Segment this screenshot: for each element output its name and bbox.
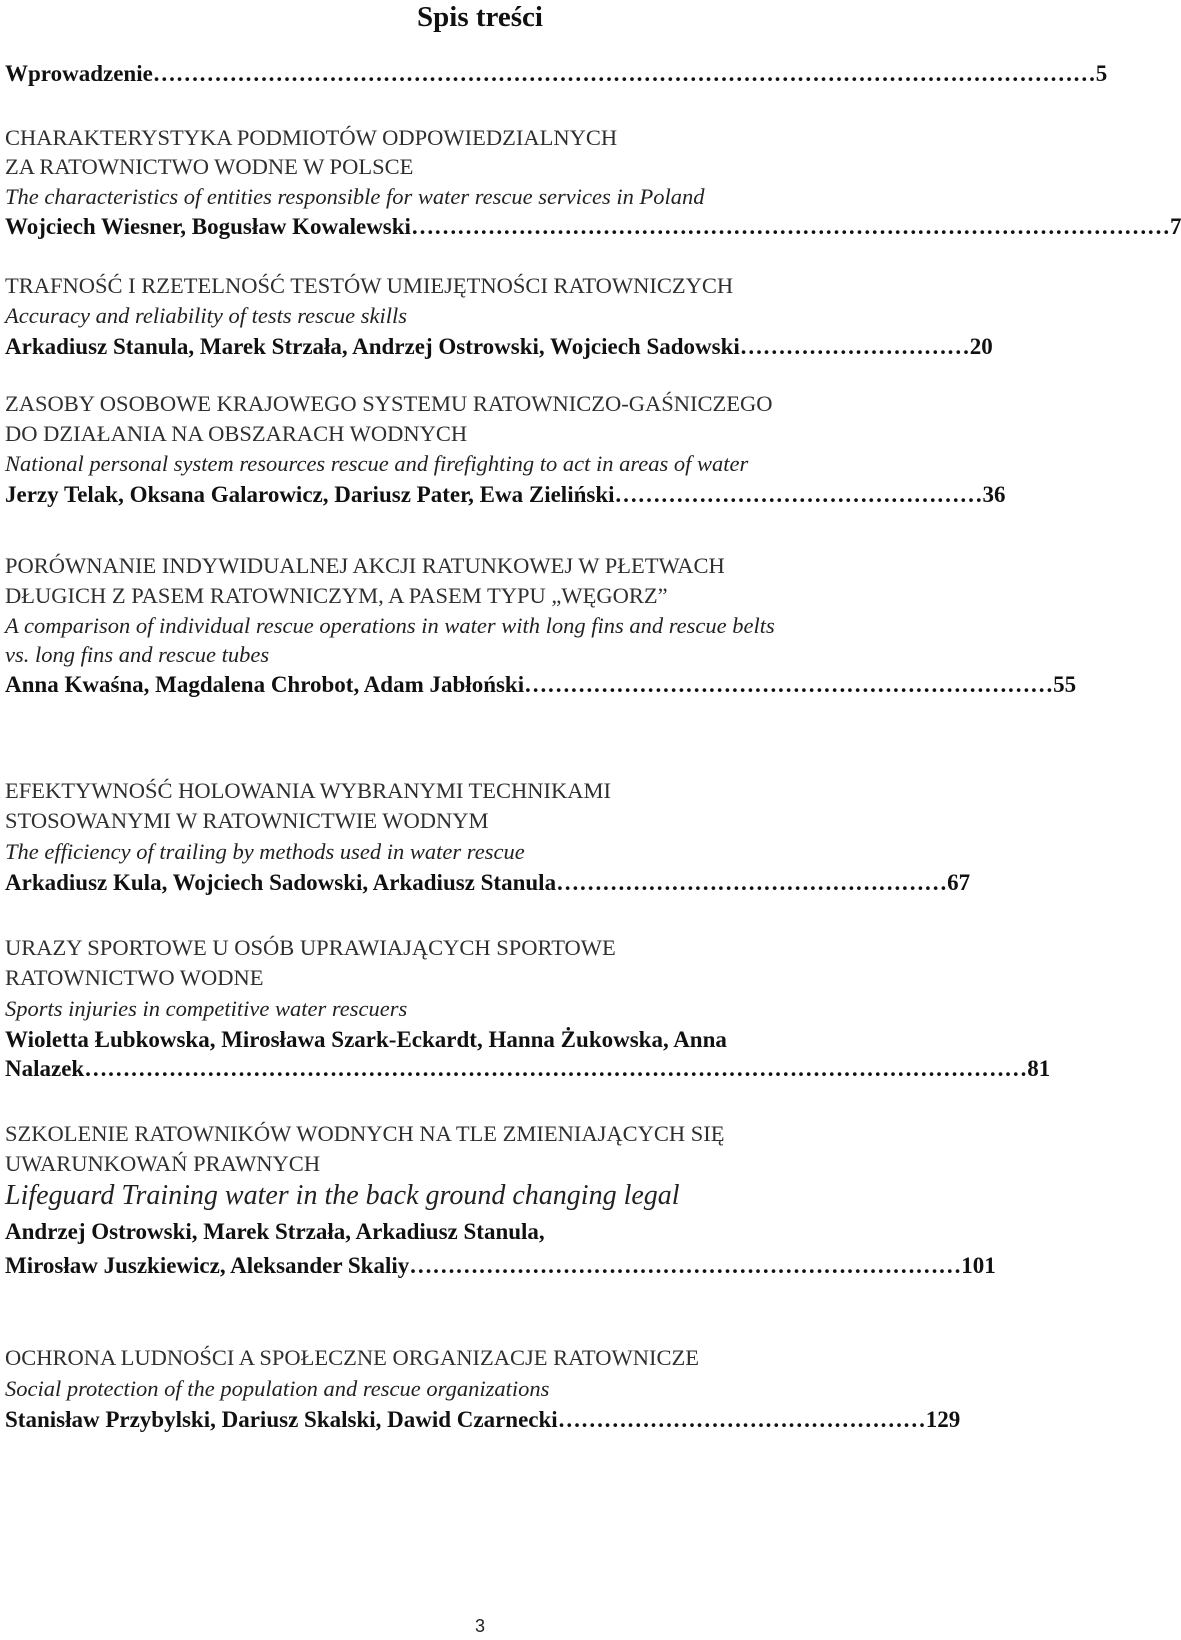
toc-page-number: 36 bbox=[982, 482, 1006, 507]
toc-entry-authors: Stanisław Przybylski, Dariusz Skalski, Dawid Czarnecki bbox=[5, 1407, 558, 1432]
toc-entry-title-en: Accuracy and reliability of tests rescue skills bbox=[5, 303, 407, 328]
toc-entry-title-en: The characteristics of entities responsible for water rescue services in Poland bbox=[5, 184, 705, 209]
toc-entry-authors: Anna Kwaśna, Magdalena Chrobot, Adam Jabłoński bbox=[5, 672, 525, 697]
toc-entry-authors-line[interactable] bbox=[5, 1055, 1051, 1083]
toc-entry-authors-line bbox=[5, 1218, 948, 1246]
toc-entry-title-en: Social protection of the population and rescue organizations bbox=[5, 1376, 550, 1401]
page-title: Spis treści bbox=[417, 1, 543, 33]
toc-leader-dots: …………………………………………………………… bbox=[524, 672, 1054, 697]
toc-leader-dots: ……………………………………………………………………………………… bbox=[410, 214, 1170, 239]
toc-entry-authors-line[interactable] bbox=[5, 1406, 961, 1434]
toc-entry-authors-line[interactable] bbox=[5, 213, 1181, 241]
toc-leader-dots: …………………………………………… bbox=[556, 870, 948, 895]
toc-entry-authors-line[interactable] bbox=[5, 869, 971, 897]
toc-entry-title-pl: CHARAKTERYSTYKA PODMIOTÓW ODPOWIEDZIALNYCH bbox=[5, 125, 618, 150]
toc-page-number: 67 bbox=[947, 870, 971, 895]
toc-entry-authors: Andrzej Ostrowski, Marek Strzała, Arkadiusz Stanula, bbox=[5, 1219, 545, 1244]
toc-entry-authors: Wojciech Wiesner, Bogusław Kowalewski bbox=[5, 214, 411, 239]
toc-entry-authors: Mirosław Juszkiewicz, Aleksander Skaliy bbox=[5, 1253, 410, 1278]
toc-page-number: 20 bbox=[969, 334, 993, 359]
toc-entry-title-en: National personal system resources rescue and firefighting to act in areas of water bbox=[5, 451, 749, 476]
toc-leader-dots: …………………………………………………………………………………………………………… bbox=[84, 1056, 1028, 1081]
toc-page-number: 101 bbox=[961, 1253, 996, 1278]
toc-entry-authors: Jerzy Telak, Oksana Galarowicz, Dariusz Pater, Ewa Zieliński bbox=[5, 482, 615, 507]
toc-entry-title-pl: TRAFNOŚĆ I RZETELNOŚĆ TESTÓW UMIEJĘTNOŚCI RATOWNICZYCH bbox=[5, 273, 734, 298]
toc-entry-title-pl: RATOWNICTWO WODNE bbox=[5, 965, 264, 990]
page-number: 3 bbox=[474, 1616, 485, 1636]
toc-entry-title-pl: EFEKTYWNOŚĆ HOLOWANIA WYBRANYMI TECHNIKAMI bbox=[5, 778, 612, 803]
toc-entry-authors-line[interactable] bbox=[5, 1252, 996, 1280]
toc-entry-authors-line[interactable] bbox=[5, 671, 1077, 699]
toc-entry-authors-line[interactable] bbox=[5, 481, 1006, 509]
toc-entry-title-pl: UWARUNKOWAŃ PRAWNYCH bbox=[5, 1151, 321, 1176]
toc-entry-title-pl: OCHRONA LUDNOŚCI A SPOŁECZNE ORGANIZACJE RATOWNICZE bbox=[5, 1345, 699, 1370]
toc-leader-dots: ………………………………………… bbox=[557, 1407, 926, 1432]
toc-page-number: 81 bbox=[1027, 1056, 1051, 1081]
toc-leader-dots: …………………………………………………………………………………………………………… bbox=[152, 61, 1096, 86]
toc-page-number: 55 bbox=[1053, 672, 1077, 697]
toc-entry-title-en: A comparison of individual rescue operations in water with long fins and rescue belts bbox=[5, 613, 775, 638]
toc-entry-title-pl: PORÓWNANIE INDYWIDUALNEJ AKCJI RATUNKOWEJ W PŁETWACH bbox=[5, 553, 725, 578]
toc-entry-title-pl: ZASOBY OSOBOWE KRAJOWEGO SYSTEMU RATOWNICZO-GAŚNICZEGO bbox=[5, 391, 773, 416]
toc-entry-authors: Wioletta Łubkowska, Mirosława Szark-Eckardt, Hanna Żukowska, Anna bbox=[5, 1027, 727, 1052]
toc-entry-authors: Nalazek bbox=[5, 1056, 85, 1081]
toc-page-number: 5 bbox=[1095, 61, 1108, 86]
toc-entry-title-en: Lifeguard Training water in the back ground changing legal bbox=[5, 1180, 680, 1211]
toc-entry-title-en: vs. long fins and rescue tubes bbox=[5, 642, 270, 667]
toc-leader-dots: ………………………………………… bbox=[614, 482, 983, 507]
toc-entry-title-pl: SZKOLENIE RATOWNIKÓW WODNYCH NA TLE ZMIENIAJĄCYCH SIĘ bbox=[5, 1121, 725, 1146]
toc-intro-label: Wprowadzenie bbox=[5, 61, 153, 86]
toc-entry-title-pl: URAZY SPORTOWE U OSÓB UPRAWIAJĄCYCH SPORTOWE bbox=[5, 935, 616, 960]
toc-leader-dots: ………………………… bbox=[739, 334, 970, 359]
toc-entry-intro[interactable] bbox=[5, 60, 1108, 88]
toc-entry-title-pl: DO DZIAŁANIA NA OBSZARACH WODNYCH bbox=[5, 421, 468, 446]
toc-page-number: 7 bbox=[1169, 214, 1181, 239]
toc-entry-authors: Arkadiusz Kula, Wojciech Sadowski, Arkadiusz Stanula bbox=[5, 870, 557, 895]
toc-entry-title-pl: ZA RATOWNICTWO WODNE W POLSCE bbox=[5, 154, 414, 179]
toc-page-number: 129 bbox=[925, 1407, 961, 1432]
toc-entry-authors: Arkadiusz Stanula, Marek Strzała, Andrzej Ostrowski, Wojciech Sadowski bbox=[5, 334, 740, 359]
toc-entry-authors-line[interactable] bbox=[5, 333, 993, 361]
toc-leader-dots: ……………………………………………………………… bbox=[409, 1253, 962, 1278]
toc-entry-title-en: Sports injuries in competitive water rescuers bbox=[5, 996, 408, 1021]
toc-entry-title-pl: STOSOWANYMI W RATOWNICTWIE WODNYM bbox=[5, 808, 489, 833]
toc-entry-authors-line bbox=[5, 1026, 948, 1054]
toc-entry-title-pl: DŁUGICH Z PASEM RATOWNICZYM, A PASEM TYPU „WĘGORZ” bbox=[5, 583, 668, 608]
toc-entry-title-en: The efficiency of trailing by methods used in water rescue bbox=[5, 839, 525, 864]
